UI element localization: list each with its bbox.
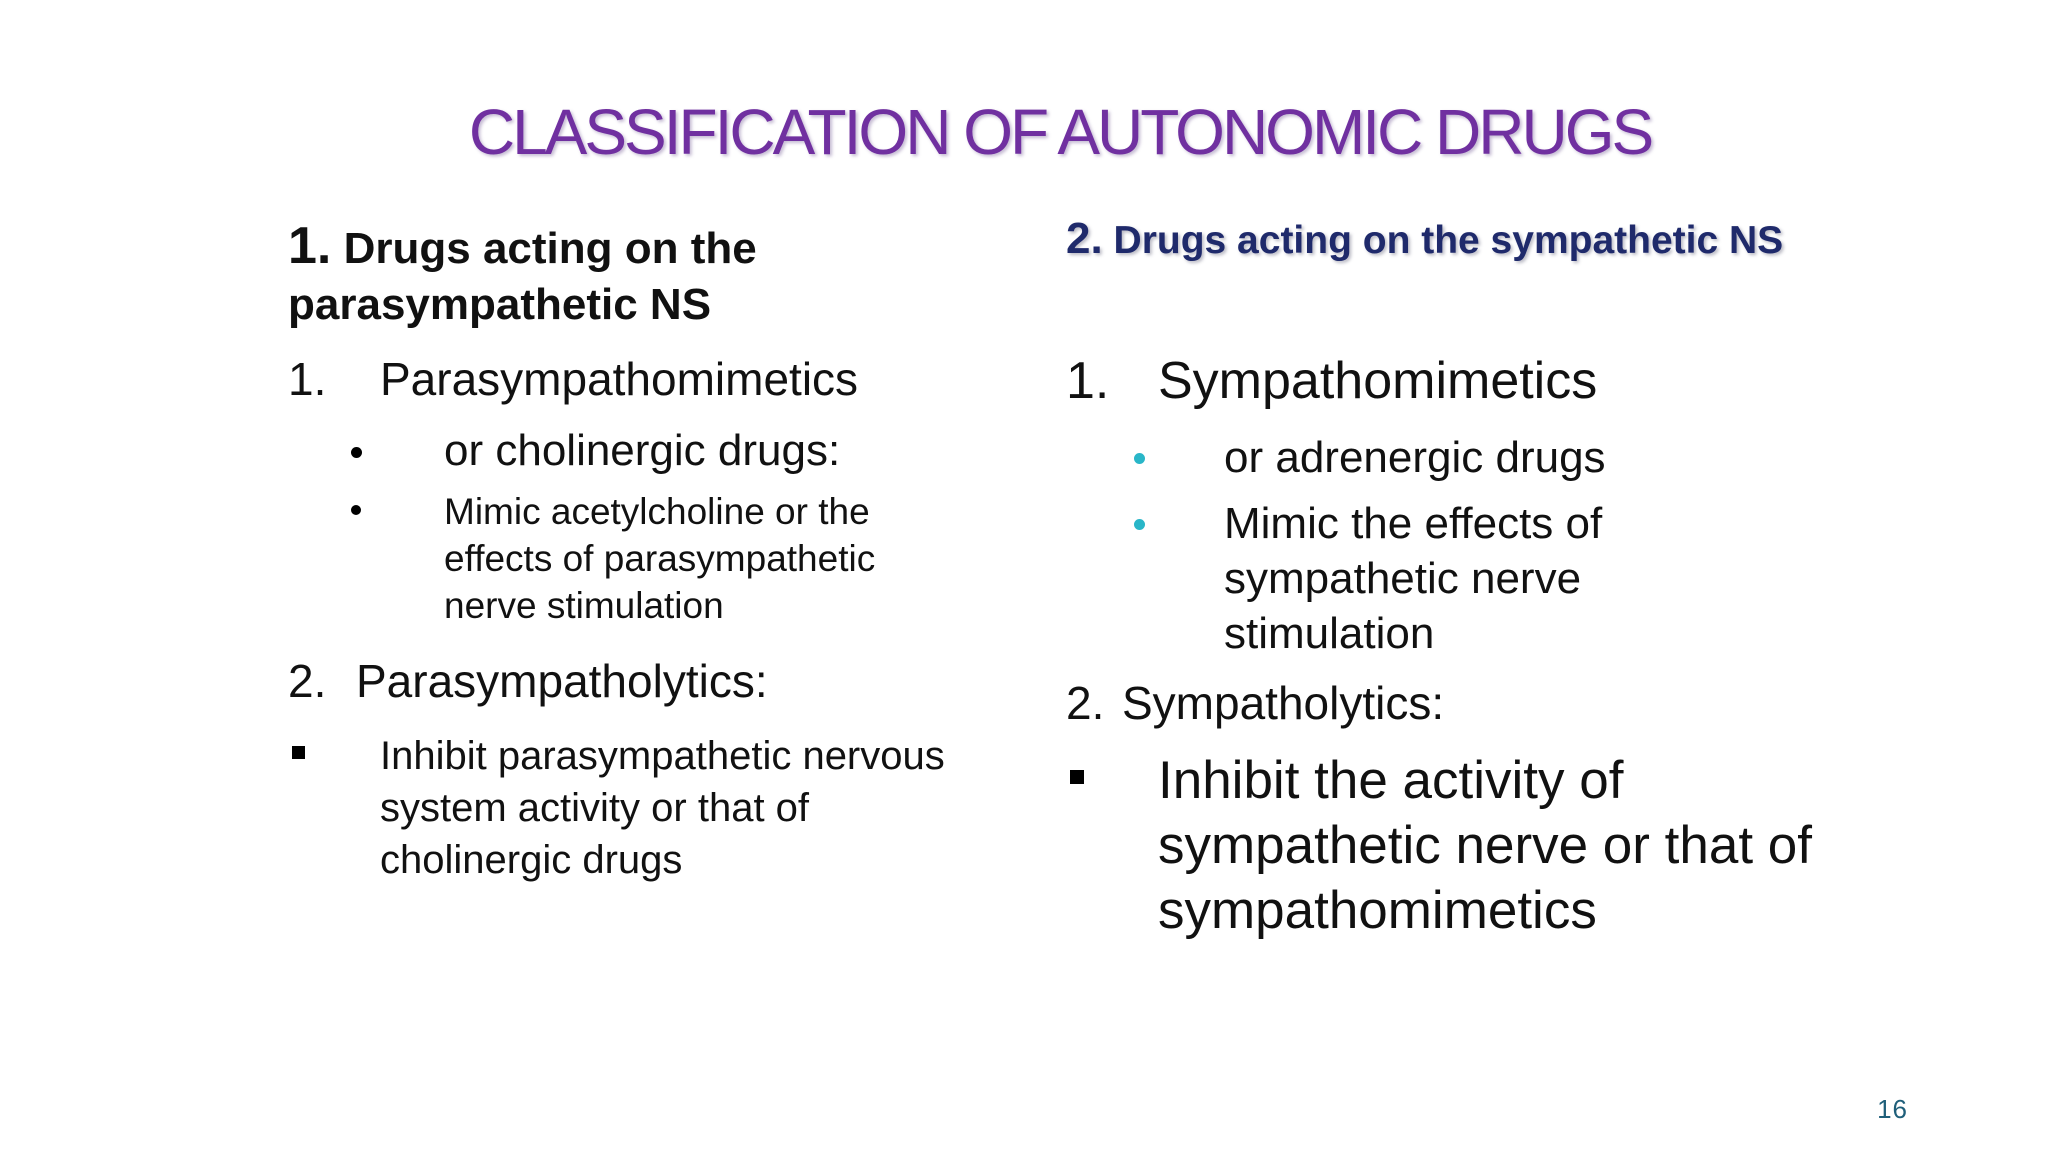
left-heading <box>288 218 1008 333</box>
left-heading-number: 1. <box>288 217 332 275</box>
left-item-1-number: 1. <box>288 353 327 405</box>
right-item-1-number: 1. <box>1066 352 1110 410</box>
left-column <box>288 217 1008 882</box>
right-square-bullet <box>1070 770 1084 789</box>
right-bullet-2-dot <box>1134 517 1145 535</box>
left-item-2-number: 2. <box>288 655 327 707</box>
right-heading <box>1066 214 1826 263</box>
left-square-bullet <box>292 746 305 764</box>
slide-title: CLASSIFICATION OF AUTONOMIC DRUGS <box>468 96 1652 168</box>
right-bullet-1-dot <box>1134 451 1145 469</box>
right-heading-text: Drugs acting on the sympathetic NS <box>1113 219 1784 262</box>
left-item-1-label: Parasympathomimetics <box>380 353 859 405</box>
page-number: 16 <box>1877 1094 1908 1124</box>
left-heading-text: Drugs acting on the parasympathetic NS <box>288 224 757 329</box>
left-item-2-label: Parasympatholytics: <box>356 655 768 707</box>
right-item-1-bullet-1-text: or adrenergic drugs <box>1224 433 1606 482</box>
left-item-2-bullet-1-text: Inhibit parasympathetic nervous system activity or that of cholinergic drugs <box>380 734 945 882</box>
left-bullet-1-dot <box>351 445 362 463</box>
right-column <box>1066 214 1826 940</box>
right-item-2-label: Sympatholytics: <box>1122 677 1445 729</box>
left-item-1-bullet-2-text: Mimic acetylcholine or the effects of parasympathetic nerve stimulation <box>444 491 876 626</box>
right-item-1-label: Sympathomimetics <box>1158 352 1598 410</box>
right-item-2-bullet-1-text: Inhibit the activity of sympathetic nerve or that of sympathomimetics <box>1158 751 1812 940</box>
right-item-1-bullet-2-text: Mimic the effects of sympathetic nerve stimulation <box>1224 499 1603 658</box>
left-bullet-2-dot <box>351 502 361 520</box>
right-heading-number: 2. <box>1066 214 1103 263</box>
left-item-1-bullet-1-text: or cholinergic drugs: <box>444 426 841 475</box>
right-item-2-number: 2. <box>1066 677 1105 729</box>
